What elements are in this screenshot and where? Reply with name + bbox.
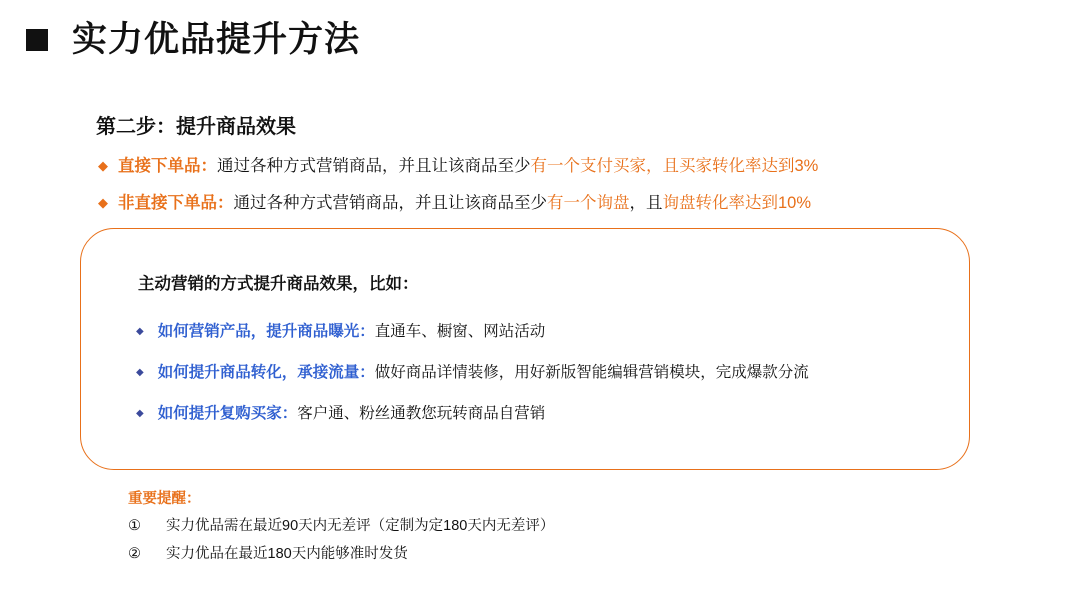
diamond-bullet-icon: ◆: [136, 408, 144, 419]
diamond-bullet-icon: ◆: [136, 326, 144, 337]
diamond-bullet-icon: ◆: [98, 195, 108, 210]
bullet-point-1: [98, 155, 818, 178]
bullet-2-tail: ，且: [629, 194, 663, 212]
bullet-1-highlight-1: 有一个支付买家，: [530, 157, 663, 175]
notes-title: 重要提醒：: [128, 491, 201, 507]
box-item-1: [136, 319, 545, 341]
page-title: [26, 22, 360, 57]
box-heading: 主动营销的方式提升商品效果，比如：: [138, 275, 419, 293]
note-1-number: ①: [128, 518, 141, 534]
bullet-2-label: 非直接下单品：: [118, 194, 234, 212]
note-item-2: [128, 542, 408, 563]
box-item-3-link[interactable]: 如何提升复购买家：: [157, 405, 298, 422]
box-item-3-rest: 客户通、粉丝通教您玩转商品自营销: [297, 405, 546, 422]
bullet-1-label: 直接下单品：: [118, 157, 217, 175]
box-item-2: [136, 360, 809, 382]
box-item-3: [136, 401, 545, 423]
note-item-1: [128, 514, 554, 535]
bullet-2-body: 通过各种方式营销商品，并且让该商品至少: [233, 194, 547, 212]
box-item-1-link[interactable]: 如何营销产品，提升商品曝光：: [157, 323, 375, 340]
diamond-bullet-icon: ◆: [136, 367, 144, 378]
note-2-text: 实力优品在最近180天内能够准时发货: [166, 546, 408, 562]
box-item-2-link[interactable]: 如何提升商品转化，承接流量：: [157, 364, 375, 381]
diamond-bullet-icon: ◆: [98, 158, 108, 173]
bullet-1-highlight-2: 且买家转化率达到3%: [662, 157, 819, 175]
page-title-text: 实力优品提升方法: [72, 20, 361, 59]
note-2-number: ②: [128, 546, 141, 562]
step-heading: 第二步：提升商品效果: [96, 116, 296, 138]
box-item-2-rest: 做好商品详情装修，用好新版智能编辑营销模块，完成爆款分流: [374, 364, 809, 381]
bullet-2-highlight-2: 询盘转化率达到10%: [662, 194, 812, 212]
box-item-1-rest: 直通车、橱窗、网站活动: [374, 323, 546, 340]
bullet-2-highlight-1: 有一个询盘: [547, 194, 630, 212]
square-marker-icon: [26, 29, 48, 51]
highlight-box: [80, 228, 970, 470]
bullet-point-2: [98, 192, 811, 215]
note-1-text: 实力优品需在最近90天内无差评（定制为定180天内无差评）: [166, 518, 555, 534]
bullet-1-body: 通过各种方式营销商品，并且让该商品至少: [217, 157, 531, 175]
